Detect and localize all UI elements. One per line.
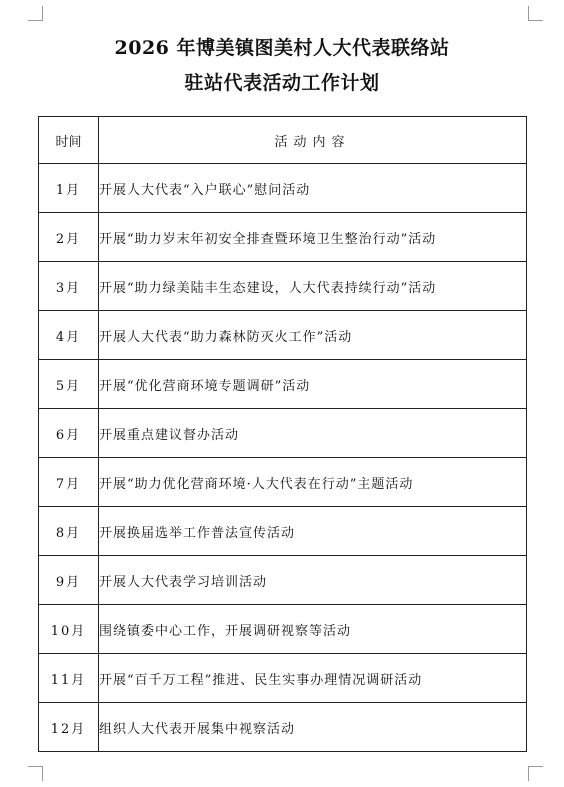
month-cell: 10月 [39, 605, 99, 654]
crop-mark-bottom-left [28, 766, 43, 781]
table-row [39, 703, 527, 752]
month-cell: 12月 [39, 703, 99, 752]
table-row [39, 458, 527, 507]
month-cell: 6月 [39, 409, 99, 458]
table-row [39, 213, 527, 262]
table-row [39, 556, 527, 605]
document-title-line-1: 2026 年博美镇图美村人大代表联络站 [114, 37, 450, 59]
month-cell: 9月 [39, 556, 99, 605]
table-header-row [39, 117, 527, 164]
month-cell: 2月 [39, 213, 99, 262]
activity-cell: 开展人大代表学习培训活动 [99, 556, 527, 605]
month-cell: 1月 [39, 164, 99, 213]
month-cell: 4月 [39, 311, 99, 360]
activity-cell: 开展“助力绿美陆丰生态建设，人大代表持续行动”活动 [99, 262, 527, 311]
table-row [39, 262, 527, 311]
activity-cell: 开展“百千万工程”推进、民生实事办理情况调研活动 [99, 654, 527, 703]
table-row [39, 409, 527, 458]
month-cell: 5月 [39, 360, 99, 409]
activity-cell: 围绕镇委中心工作，开展调研视察等活动 [99, 605, 527, 654]
activity-plan-table [38, 116, 527, 752]
crop-mark-top-left [28, 6, 43, 21]
document-title-line-2: 驻站代表活动工作计划 [184, 72, 380, 94]
month-cell: 3月 [39, 262, 99, 311]
crop-mark-top-right [528, 6, 543, 21]
activity-cell: 开展“助力优化营商环境·人大代表在行动”主题活动 [99, 458, 527, 507]
crop-mark-bottom-right [528, 766, 543, 781]
activity-cell: 开展换届选举工作普法宣传活动 [99, 507, 527, 556]
activity-cell: 开展“助力岁末年初安全排查暨环境卫生整治行动”活动 [99, 213, 527, 262]
header-content: 活动内容 [99, 117, 527, 164]
table-row [39, 311, 527, 360]
activity-cell: 开展“优化营商环境专题调研”活动 [99, 360, 527, 409]
month-cell: 7月 [39, 458, 99, 507]
activity-cell: 开展重点建议督办活动 [99, 409, 527, 458]
table-row [39, 360, 527, 409]
month-cell: 11月 [39, 654, 99, 703]
activity-cell: 开展人大代表“入户联心”慰问活动 [99, 164, 527, 213]
activity-cell: 开展人大代表“助力森林防灭火工作”活动 [99, 311, 527, 360]
month-cell: 8月 [39, 507, 99, 556]
table-row [39, 605, 527, 654]
table-row [39, 507, 527, 556]
table-row [39, 654, 527, 703]
activity-cell: 组织人大代表开展集中视察活动 [99, 703, 527, 752]
table-row [39, 164, 527, 213]
header-time: 时间 [39, 117, 99, 164]
